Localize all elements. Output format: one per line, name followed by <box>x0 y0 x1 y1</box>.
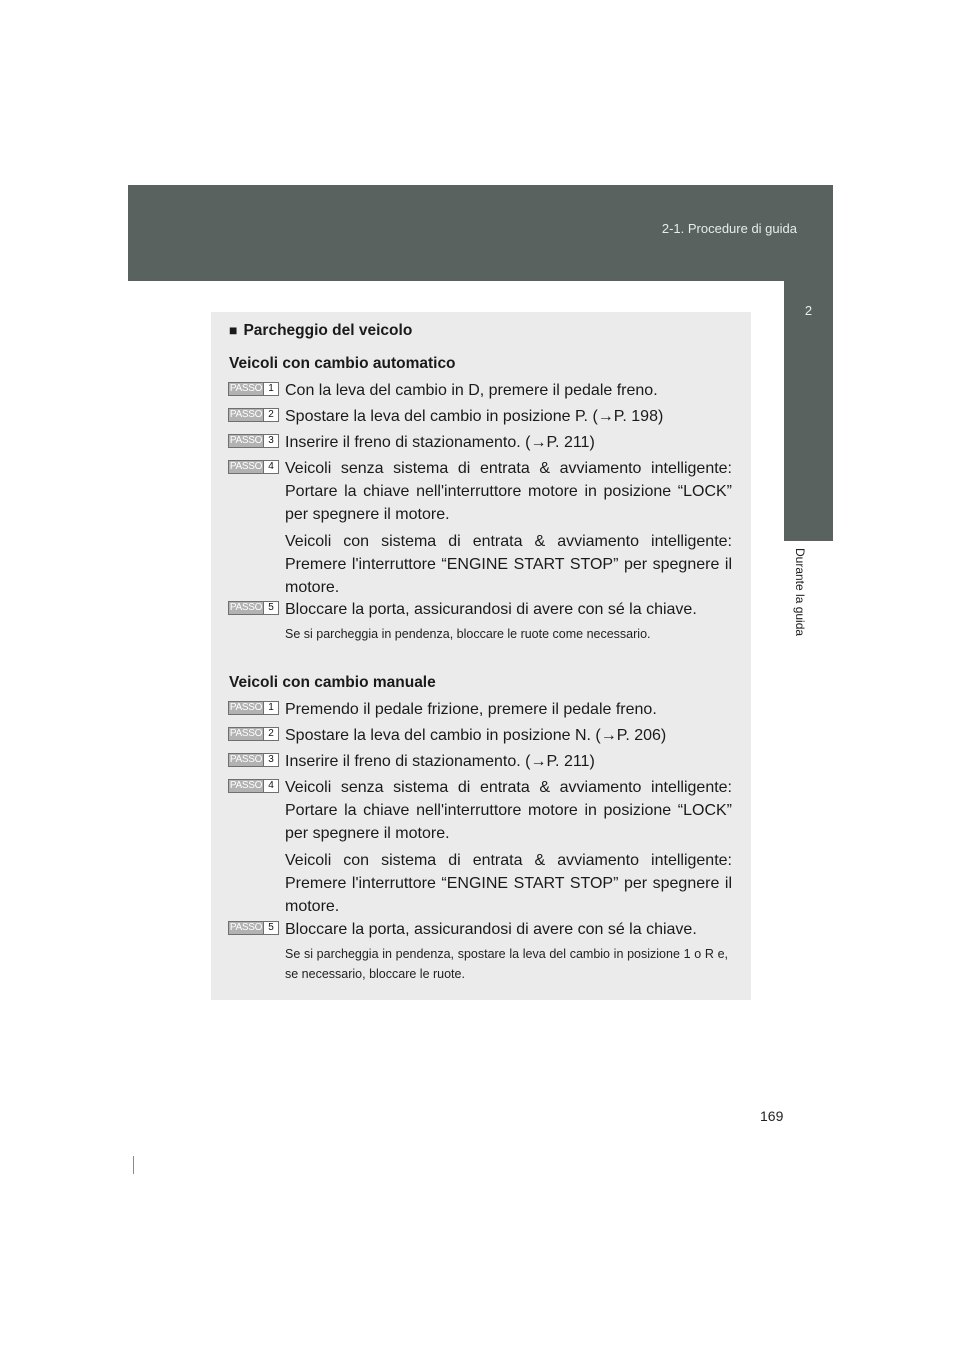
step-text: Bloccare la porta, assicurandosi di avere con sé la chiave. <box>285 601 697 618</box>
square-bullet-icon: ■ <box>229 322 238 338</box>
step-text: Veicoli senza sistema di entrata & avviamento intelligente: Portare la chiave nell'interruttore motore in posizione “LOCK” per spegnere il motore. Veicoli con sistema di entrata & avviamento intelligente: Premere l'interruttore “ENGINE START STOP” per spegnere il motore. <box>285 779 732 915</box>
margin-mark <box>133 1156 134 1174</box>
step-badge: PASSO 4 <box>228 460 279 474</box>
step-text: Premendo il pedale frizione, premere il pedale freno. <box>285 701 657 718</box>
chapter-header-band <box>128 185 833 281</box>
content-box <box>211 312 751 1000</box>
step-badge: PASSO 3 <box>228 753 279 767</box>
step-item <box>228 379 732 402</box>
page-number: 169 <box>760 1108 784 1124</box>
step-item <box>228 918 732 941</box>
step-item <box>228 405 732 428</box>
step-item <box>228 457 732 599</box>
chapter-tab <box>784 281 833 541</box>
step-badge: PASSO 1 <box>228 701 279 715</box>
step-item <box>228 431 732 454</box>
step-badge: PASSO 5 <box>228 921 279 935</box>
step-badge: PASSO 2 <box>228 727 279 741</box>
step-item <box>228 724 732 747</box>
step-badge: PASSO 5 <box>228 601 279 615</box>
step-item <box>228 750 732 773</box>
step-text: Spostare la leva del cambio in posizione P. (→P. 198) <box>285 408 664 425</box>
step-badge: PASSO 2 <box>228 408 279 422</box>
step-text: Con la leva del cambio in D, premere il pedale freno. <box>285 382 658 399</box>
step-text: Inserire il freno di stazionamento. (→P. 211) <box>285 434 595 451</box>
step-item <box>228 698 732 721</box>
chapter-section-title: 2-1. Procedure di guida <box>661 221 797 236</box>
step-text: Inserire il freno di stazionamento. (→P. 211) <box>285 753 595 770</box>
step-text: Spostare la leva del cambio in posizione N. (→P. 206) <box>285 727 667 744</box>
subheading-manual: Veicoli con cambio manuale <box>229 674 436 691</box>
chapter-tab-number: 2 <box>804 303 813 318</box>
step-item <box>228 598 732 621</box>
subheading-automatic: Veicoli con cambio automatico <box>229 355 456 372</box>
chapter-tab-label: Durante la guida <box>793 548 807 637</box>
step-badge: PASSO 4 <box>228 779 279 793</box>
step-badge: PASSO 3 <box>228 434 279 448</box>
step-text: Veicoli senza sistema di entrata & avviamento intelligente: Portare la chiave nell'interruttore motore in posizione “LOCK” per spegnere il motore. Veicoli con sistema di entrata & avviamento intelligente: Premere l'interruttore “ENGINE START STOP” per spegnere il motore. <box>285 460 732 596</box>
step-note: Se si parcheggia in pendenza, bloccare le ruote come necessario. <box>285 627 651 641</box>
step-note: Se si parcheggia in pendenza, spostare la leva del cambio in posizione 1 o R e, se necessario, bloccare le ruote. <box>285 947 728 981</box>
section-title <box>229 322 412 340</box>
section-title-text: Parcheggio del veicolo <box>243 322 413 339</box>
step-badge: PASSO 1 <box>228 382 279 396</box>
step-text: Bloccare la porta, assicurandosi di avere con sé la chiave. <box>285 921 697 938</box>
step-item <box>228 776 732 918</box>
